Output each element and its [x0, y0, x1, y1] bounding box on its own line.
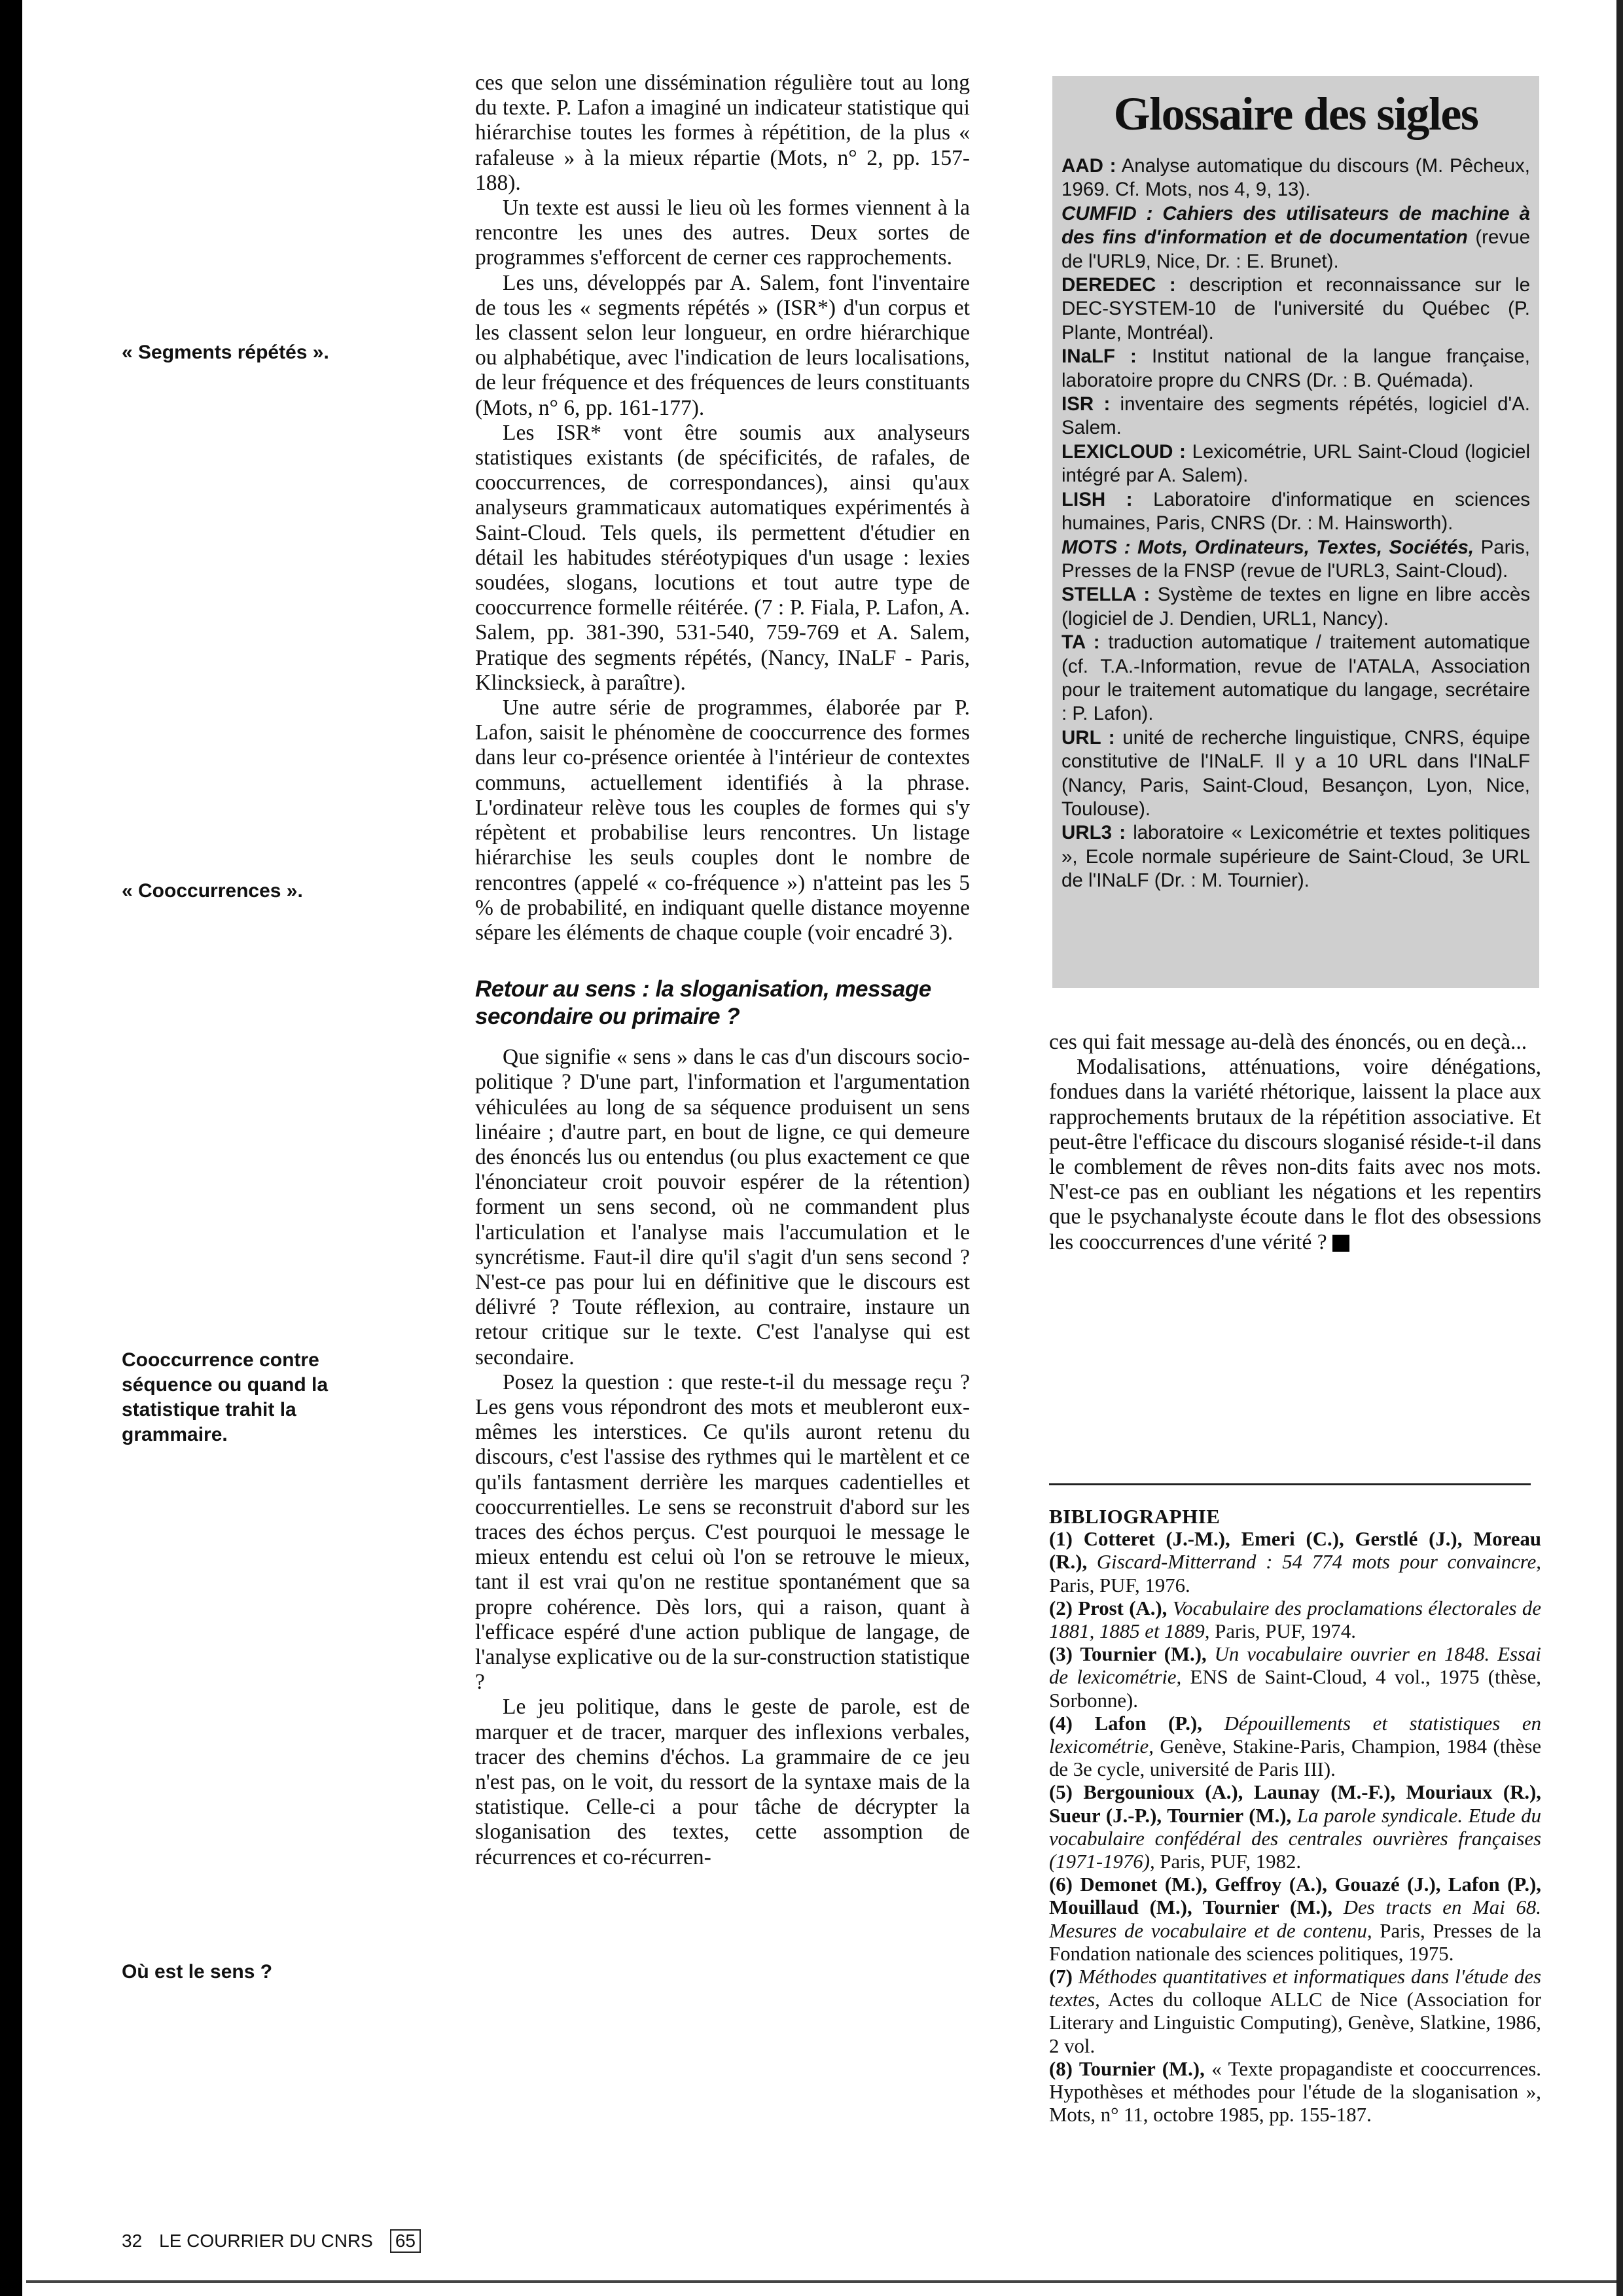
- glossary-term: URL :: [1061, 726, 1115, 749]
- glossary-definition: Paris, Presses de la FNSP (revue de l'URL3, Saint-Cloud).: [1061, 536, 1530, 582]
- bibliography-item: [1049, 1781, 1541, 1873]
- scan-edge-left: [0, 0, 22, 2296]
- glossary-definition: Système de textes en ligne en libre accès (logiciel de J. Dendien, URL1, Nancy).: [1061, 584, 1530, 629]
- divider: [1049, 1483, 1531, 1485]
- bibliography-list: [1049, 1528, 1541, 2127]
- glossary-term: LEXICLOUD :: [1061, 440, 1186, 463]
- glossary-entry: [1061, 345, 1530, 393]
- bibliography-item: [1049, 1873, 1541, 1966]
- bibliography-details: Paris, PUF, 1976.: [1049, 1574, 1190, 1597]
- glossary-definition: laboratoire « Lexicométrie et textes politiques », Ecole normale supérieure de Saint-Cloud, 3e URL de l'INaLF (Dr. : M. Tournier).: [1061, 822, 1530, 892]
- bibliography-authors: (2) Prost (A.),: [1049, 1597, 1168, 1619]
- bibliography-details: « Texte propagandiste et cooccurrences. Hypothèses et méthodes pour l'étude de la sloganisation », Mots, n° 11, octobre 1985, pp. 155-187.: [1049, 2057, 1541, 2127]
- margin-note-cooccurrences: « Cooccurrences ».: [122, 880, 303, 902]
- glossary-entry: [1061, 821, 1530, 892]
- glossary-entry: [1061, 393, 1530, 440]
- glossary-term: CUMFID : Cahiers des utilisateurs de machine à des fins d'information et de documentation: [1061, 202, 1530, 249]
- glossary-definition: inventaire des segments répétés, logiciel d'A. Salem.: [1061, 393, 1530, 439]
- bibliography-authors: (8) Tournier (M.),: [1049, 2057, 1205, 2080]
- paragraph: Le jeu politique, dans le geste de parole, est de marquer et de tracer, marquer des inflexions verbales, tracer des chemins d'échos. La grammaire de ce jeu n'est pas, on le voit, du ressort de la syntaxe mais de la statistique. Celle-ci a pour tâche de décrypter la sloganisation des textes, cette assomption de récurrences et co-récurren-: [475, 1695, 970, 1869]
- section-heading: Retour au sens : la sloganisation, message secondaire ou primaire ?: [475, 976, 931, 1030]
- paragraph: Un texte est aussi le lieu où les formes viennent à la rencontre les unes des autres. Deux sortes de programmes s'efforcent de cerner ces rapprochements.: [475, 196, 970, 270]
- glossary-term: TA :: [1061, 631, 1100, 654]
- bibliography-item: [1049, 1712, 1541, 1782]
- glossary-box: [1052, 76, 1539, 988]
- glossary-term: MOTS : Mots, Ordinateurs, Textes, Sociétés,: [1061, 536, 1474, 558]
- bibliography-details: Actes du colloque ALLC de Nice (Association for Literary and Linguistic Computing), Genève, Slatkine, 1986, 2 vol.: [1049, 1988, 1541, 2057]
- bibliography-details: Genève, Stakine-Paris, Champion, 1984 (thèse de 3e cycle, université de Paris III).: [1049, 1735, 1541, 1781]
- glossary-entry: [1061, 202, 1530, 274]
- glossary-entry: [1061, 488, 1530, 536]
- bibliography: [1049, 1505, 1541, 2127]
- bibliography-work-title: Un vocabulaire ouvrier en 1848. Essai de lexicométrie,: [1049, 1643, 1541, 1689]
- glossary-definition: Laboratoire d'informatique en sciences humaines, Paris, CNRS (Dr. : M. Hainsworth).: [1061, 488, 1530, 535]
- bibliography-authors: (1) Cotteret (J.-M.), Emeri (C.), Gerstlé (J.), Moreau (R.),: [1049, 1528, 1541, 1574]
- bibliography-item: [1049, 2058, 1541, 2127]
- paragraph: Les ISR* vont être soumis aux analyseurs statistiques existants (de spécificités, de rafales, de cooccurrences, de correspondances), ainsi qu'aux analyseurs grammaticaux automatiques expérimentés à Saint-Cloud. Tels quels, ils permettent d'étudier en détail les habitudes stéréotypiques d'un usage : lexies soudées, slogans, locutions et tout autre type de cooccurrence formelle réitérée. (7 : P. Fiala, P. Lafon, A. Salem, pp. 381-390, 531-540, 759-769 et A. Salem, Pratique des segments répétés, (Nancy, INaLF - Paris, Klincksieck, à paraître).: [475, 420, 970, 695]
- margin-note-contre: Cooccurrence contre séquence ou quand la statistique trahit la grammaire.: [122, 1349, 329, 1445]
- bibliography-details: Paris, PUF, 1982.: [1154, 1850, 1302, 1873]
- bibliography-authors: (5) Bergounioux (A.), Launay (M.-F.), Mouriaux (R.), Sueur (J.-P.), Tournier (M.),: [1049, 1781, 1541, 1827]
- bibliography-work-title: La parole syndicale. Etude du vocabulaire confédéral des centrales ouvrières françaises (1971-1976),: [1049, 1804, 1541, 1873]
- scan-edge-right: [1616, 0, 1623, 2296]
- bibliography-item: [1049, 1966, 1541, 2058]
- bibliography-item: [1049, 1643, 1541, 1712]
- bibliography-authors: (3) Tournier (M.),: [1049, 1643, 1207, 1666]
- bibliography-details: Paris, Presses de la Fondation nationale des sciences politiques, 1975.: [1049, 1919, 1541, 1965]
- glossary-term: URL3 :: [1061, 822, 1126, 844]
- glossary-term: INaLF :: [1061, 345, 1137, 368]
- glossary-entry: [1061, 274, 1530, 345]
- bibliography-details: Paris, PUF, 1974.: [1209, 1620, 1356, 1643]
- bibliography-authors: (7): [1049, 1966, 1073, 1988]
- bibliography-work-title: Vocabulaire des proclamations électorales de 1881, 1885 et 1889,: [1049, 1597, 1541, 1643]
- paragraph: ces qui fait message au-delà des énoncés, ou en deçà...: [1049, 1030, 1527, 1054]
- bibliography-authors: (4) Lafon (P.),: [1049, 1712, 1202, 1735]
- paragraph: Posez la question : que reste-t-il du message reçu ? Les gens vous répondront des mots et meubleront eux-mêmes les interstices. Ce qu'ils auront retenu du discours, c'est l'assise des rythmes qui le martèlent et ce qu'ils fantasment derrière les marques cadentielles et cooccurrentielles. Le sens se reconstruit d'abord sur les traces des échos perçus. C'est pourquoi le message le mieux entendu est celui où l'on se retrouve le mieux, tant il est vrai qu'on ne restitue spontanément que sa propre cohérence. Dès lors, qui a raison, quant à l'efficace espéré d'une action publique de langage, de l'analyse explicative ou de la sur-construction statistique ?: [475, 1369, 970, 1695]
- page-footer: [122, 2229, 421, 2253]
- issue-number: 65: [390, 2229, 421, 2253]
- glossary-term: ISR :: [1061, 393, 1111, 415]
- glossary-entry: [1061, 154, 1530, 202]
- margin-note-sens: Où est le sens ?: [122, 1961, 273, 1983]
- bibliography-item: [1049, 1528, 1541, 1597]
- middle-column: [475, 71, 970, 1870]
- glossary-definition: description et reconnaissance sur le DEC-SYSTEM-10 de l'université du Québec (P. Plante, Montréal).: [1061, 274, 1530, 344]
- journal-name: LE COURRIER DU CNRS: [159, 2231, 373, 2251]
- bibliography-work-title: Dépouillements et statistiques en lexicométrie,: [1049, 1712, 1541, 1758]
- glossary-definition: Lexicométrie, URL Saint-Cloud (logiciel intégré par A. Salem).: [1061, 440, 1530, 487]
- glossary-term: AAD :: [1061, 155, 1116, 177]
- paragraph: [1049, 1055, 1541, 1255]
- glossary-definition: Analyse automatique du discours (M. Pêcheux, 1969. Cf. Mots, nos 4, 9, 13).: [1061, 155, 1530, 201]
- glossary-title: Glossaire des sigles: [1113, 88, 1478, 140]
- glossary-entry: [1061, 583, 1530, 631]
- bibliography-item: [1049, 1597, 1541, 1643]
- bibliography-title: BIBLIOGRAPHIE: [1049, 1505, 1221, 1528]
- glossary-term: DEREDEC :: [1061, 274, 1176, 296]
- glossary-entry: [1061, 536, 1530, 584]
- glossary-definition: Institut national de la langue française, laboratoire propre du CNRS (Dr. : B. Quémada).: [1061, 345, 1530, 391]
- end-mark-icon: [1332, 1235, 1349, 1252]
- scan-edge-bottom: [26, 2280, 1616, 2283]
- glossary-term: STELLA :: [1061, 584, 1150, 606]
- paragraph: Les uns, développés par A. Salem, font l'inventaire de tous les « segments répétés » (ISR*) d'un corpus et les classent selon leur longueur, en ordre hiérarchique ou alphabétique, avec l'indication de leurs localisations, de leur fréquence et des fréquences de leurs constituants (Mots, n° 6, pp. 161-177).: [475, 270, 970, 420]
- glossary-definition: traduction automatique / traitement automatique (cf. T.A.-Information, revue de l'ATALA, Association pour le traitement automatique du langage, secrétaire : P. Lafon).: [1061, 631, 1531, 725]
- margin-note-segments: « Segments répétés ».: [122, 342, 329, 363]
- bibliography-work-title: Giscard-Mitterrand : 54 774 mots pour convaincre,: [1087, 1551, 1541, 1574]
- paragraph: ces que selon une dissémination régulière tout au long du texte. P. Lafon a imaginé un indicateur statistique qui hiérarchise toutes les formes à répétition, de la plus « rafaleuse » à la mieux répartie (Mots, n° 2, pp. 157-188).: [475, 71, 970, 195]
- bibliography-work-title: Méthodes quantitatives et informatiques dans l'étude des textes,: [1049, 1966, 1541, 2011]
- glossary-entry: [1061, 631, 1530, 726]
- glossary-definition: (revue de l'URL9, Nice, Dr. : E. Brunet).: [1061, 226, 1530, 272]
- glossary-entry: [1061, 726, 1530, 822]
- right-column: [1049, 1030, 1541, 1255]
- glossary-entry: [1061, 440, 1530, 488]
- paragraph-text: Modalisations, atténuations, voire dénégations, fondues dans la variété rhétorique, laissent la place aux rapprochements brutaux de la répétition associative. Et peut-être l'efficace du discours sloganisé réside-t-il dans le comblement de rêves non-dits faits avec nos mots. N'est-ce pas en oubliant les négations et les repentirs que le psychanalyste écoute dans le flot des obsessions les cooccurrences d'une vérité ?: [1049, 1055, 1541, 1254]
- paragraph: Une autre série de programmes, élaborée par P. Lafon, saisit le phénomène de cooccurrence des formes dans leur co-présence orientée à l'intérieur de contextes communs, actuellement identifiés à la phrase. L'ordinateur relève tous les couples de formes qui s'y répètent et probabilise leurs rencontres. Un listage hiérarchise les seuls couples dont le nombre de rencontres (appelé « co-fréquence ») n'atteint pas les 5 % de probabilité, en indiquant quelle distance moyenne sépare les éléments de chaque couple (voir encadré 3).: [475, 696, 970, 945]
- bibliography-work-title: Des tracts en Mai 68. Mesures de vocabulaire et de contenu,: [1049, 1896, 1542, 1942]
- glossary-term: LISH :: [1061, 488, 1133, 510]
- bibliography-authors: (6) Demonet (M.), Geffroy (A.), Gouazé (J.), Lafon (P.), Mouillaud (M.), Tournier (M.),: [1049, 1873, 1541, 1919]
- page-number: 32: [122, 2231, 143, 2251]
- glossary-entries: [1052, 154, 1539, 893]
- bibliography-details: ENS de Saint-Cloud, 4 vol., 1975 (thèse, Sorbonne).: [1049, 1666, 1541, 1712]
- glossary-definition: unité de recherche linguistique, CNRS, équipe constitutive de l'INaLF. Il y a 10 URL dans l'INaLF (Nancy, Paris, Saint-Cloud, Besançon, Lyon, Nice, Toulouse).: [1061, 726, 1530, 820]
- paragraph: Que signifie « sens » dans le cas d'un discours socio-politique ? D'une part, l'information et l'argumentation véhiculées au long de sa séquence produisent un sens linéaire ; d'autre part, en bout de ligne, ce qui demeure des énoncés lus ou entendus (ou plus exactement ce que l'énonciateur croit pouvoir espérer de la rétention) forment un sens second, où ne commandent plus l'articulation et l'analyse mais l'accumulation et le syncrétisme. Faut-il dire qu'il s'agit d'un sens second ? N'est-ce pas pour lui en définitive que le discours est délivré ? Toute réflexion, au contraire, instaure un retour critique sur le texte. C'est l'analyse qui est secondaire.: [475, 1045, 970, 1369]
